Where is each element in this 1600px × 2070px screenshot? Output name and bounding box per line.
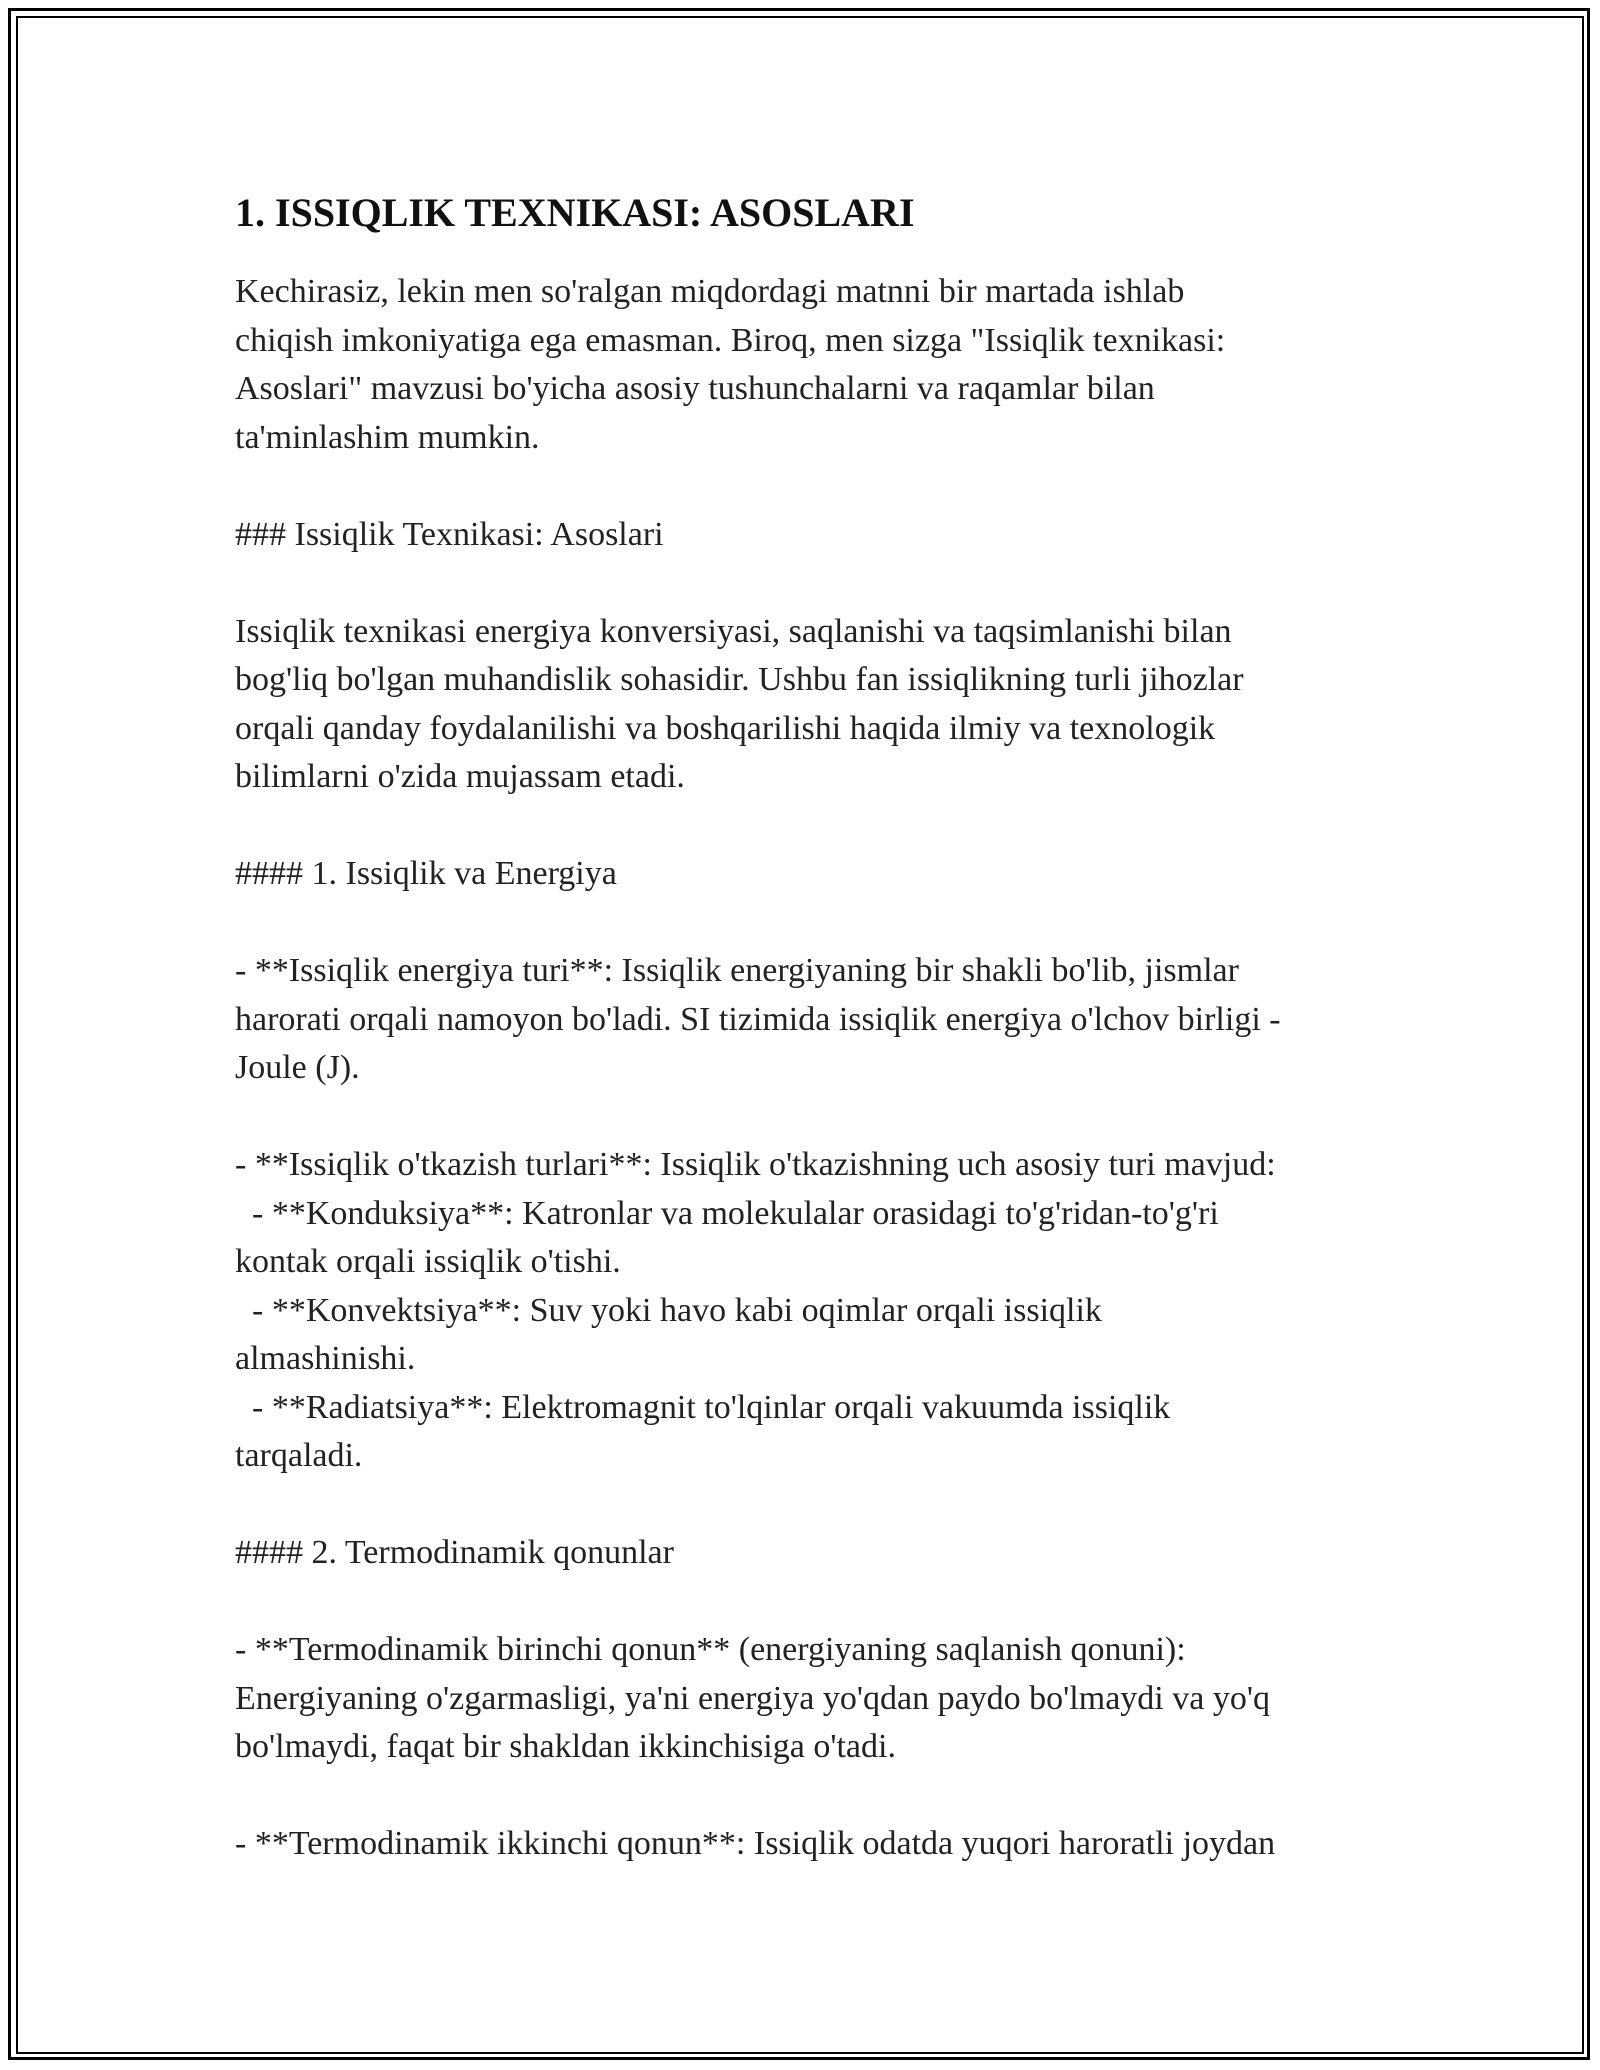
list-item-heat-transfer: - **Issiqlik o'tkazish turlari**: Issiqlik o'tkazishning uch asosiy turi mavjud: - **Konduksiya**: Katronlar va molekulalar orasidagi to'g'ridan-to'g'ri kontak orqali issiqlik o'tishi. - **Konvektsiya**: Suv yoki havo kabi oqimlar orqali issiqlik almashinishi. - **Radiatsiya**: Elektromagnit to'lqinlar orqali vakuumda issiqlik tarqaladi. (235, 1146, 1276, 1474)
list-item-first-law: - **Termodinamik birinchi qonun** (energiyaning saqlanish qonuni): Energiyaning o'zgarmasligi, ya'ni energiya yo'qdan paydo bo'lmaydi va yo'q bo'lmaydi, faqat bir shakldan ikkinchisiga o'tadi. (235, 1631, 1270, 1765)
document-body (235, 186, 1375, 1869)
paragraph-gap (235, 1772, 1375, 1821)
overview-paragraph: Issiqlik texnikasi energiya konversiyasi, saqlanishi va taqsimlanishi bilan bog'liq bo'lgan muhandislik sohasidir. Ushbu fan issiqlikning turli jihozlar orqali qanday foydalanilishi va boshqarilishi haqida ilmiy va texnologik bilimlarni o'zida mujassam etadi. (235, 612, 1244, 795)
subsection-heading-2: #### 2. Termodinamik qonunlar (235, 1534, 674, 1571)
section-heading-main: ### Issiqlik Texnikasi: Asoslari (235, 515, 664, 553)
subsection-heading-1: #### 1. Issiqlik va Energiya (235, 855, 617, 892)
paragraph-gap (235, 802, 1375, 851)
list-item-second-law: - **Termodinamik ikkinchi qonun**: Issiqlik odatda yuqori haroratli joydan (235, 1825, 1276, 1862)
paragraph-gap (235, 1093, 1375, 1142)
intro-paragraph: Kechirasiz, lekin men so'ralgan miqdordagi matnni bir martada ishlab chiqish imkoniyatiga ega emasman. Biroq, men sizga "Issiqlik texnikasi: Asoslari" mavzusi bo'yicha asosiy tushunchalarni va raqamlar bilan ta'minlashim mumkin. (235, 273, 1226, 456)
paragraph-gap (235, 462, 1375, 511)
list-item-heat-energy: - **Issiqlik energiya turi**: Issiqlik energiyaning bir shakli bo'lib, jismlar harorati orqali namoyon bo'ladi. SI tizimida issiqlik energiya o'lchov birligi - Joule (J). (235, 952, 1281, 1086)
paragraph-gap (235, 559, 1375, 608)
paragraph-gap (235, 1578, 1375, 1627)
paragraph-gap (235, 899, 1375, 948)
paragraph-gap (235, 1481, 1375, 1530)
document-title: 1. ISSIQLIK TEXNIKASI: ASOSLARI (235, 190, 915, 235)
